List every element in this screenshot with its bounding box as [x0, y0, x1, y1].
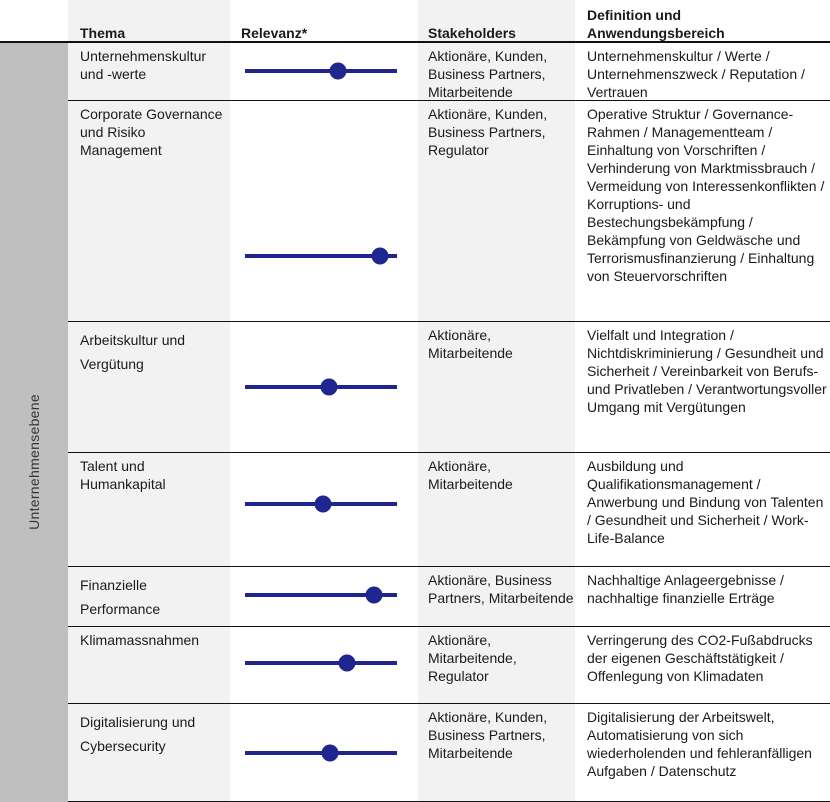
relevance-slider [245, 751, 397, 755]
relevance-marker [314, 496, 331, 513]
side-band [0, 42, 68, 802]
stakeholders: Aktionäre, Business Partners, Mitarbeitende [428, 572, 574, 606]
relevance-marker [320, 379, 337, 396]
header-stakeholders: Stakeholders [428, 25, 516, 41]
table-row [68, 101, 830, 322]
relevance-slider [245, 661, 397, 665]
relevance-slider [245, 593, 397, 597]
relevance-slider [245, 254, 397, 258]
stakeholders: Aktionäre, Kunden, Business Partners, Mitarbeitende [428, 48, 548, 100]
stakeholders: Aktionäre, Mitarbeitende [428, 458, 513, 492]
definition: Nachhaltige Anlageergebnisse / nachhaltige finanzielle Erträge [587, 572, 784, 606]
stakeholders: Aktionäre, Mitarbeitende, Regulator [428, 632, 517, 684]
topic-name: Digitalisierung und Cybersecurity [80, 714, 196, 754]
stakeholders: Aktionäre, Kunden, Business Partners, Regulator [428, 106, 548, 158]
topic-name: Klimamassnahmen [80, 632, 200, 648]
table-row [68, 627, 830, 704]
header-relevanz: Relevanz* [241, 25, 308, 41]
header-definition: Definition und Anwendungsbereich [587, 7, 725, 41]
relevance-slider [245, 69, 397, 73]
definition: Ausbildung und Qualifikationsmanagement / Anwerbung und Bindung von Talenten / Gesundheit und Sicherheit / Work-Life-Balance [587, 458, 824, 546]
stakeholders: Aktionäre, Mitarbeitende [428, 327, 513, 361]
topic-name: Corporate Governance und Risiko Management [80, 106, 223, 158]
definition: Vielfalt und Integration / Nichtdiskriminierung / Gesundheit und Sicherheit / Vereinbarkeit von Berufs- und Privatleben / Verantwortungsvoller Umgang mit Vergütungen [587, 327, 827, 415]
definition: Verringerung des CO2-Fußabdrucks der eigenen Geschäftstätigkeit / Offenlegung von Klimadaten [587, 632, 813, 684]
definition: Unternehmenskultur / Werte / Unternehmenszweck / Reputation / Vertrauen [587, 48, 805, 100]
relevance-marker [322, 745, 339, 762]
relevance-marker [338, 655, 355, 672]
stakeholders: Aktionäre, Kunden, Business Partners, Mitarbeitende [428, 709, 548, 761]
definition: Operative Struktur / Governance-Rahmen / Managementteam / Einhaltung von Vorschriften / Verhinderung von Marktmissbrauch / Vermeidung von Interessenkonflikten / Korruptions- und Bestechungsbekämpfung / Bekämpfung von Geldwäsche und Terrorismusfinanzierung / Einhaltung von Steuervorschriften [587, 106, 825, 284]
relevance-slider [245, 502, 397, 506]
header-thema: Thema [80, 25, 126, 41]
table-row [68, 453, 830, 567]
table-row [68, 567, 830, 627]
topic-name: Arbeitskultur und Vergütung [80, 332, 186, 372]
side-label: Unternehmensebene [26, 394, 42, 530]
relevance-marker [329, 63, 346, 80]
table-row [68, 322, 830, 453]
topic-name: Talent und Humankapital [80, 458, 166, 492]
relevance-slider [245, 385, 397, 389]
table-row [68, 704, 830, 802]
topic-name: Unternehmenskultur und -werte [80, 48, 207, 82]
topic-name: Finanzielle Performance [80, 577, 161, 617]
relevance-marker [366, 587, 383, 604]
relevance-marker [372, 248, 389, 265]
definition: Digitalisierung der Arbeitswelt, Automatisierung von sich wiederholenden und fehleranfälligen Aufgaben / Datenschutz [587, 709, 812, 779]
table-row [68, 43, 830, 101]
